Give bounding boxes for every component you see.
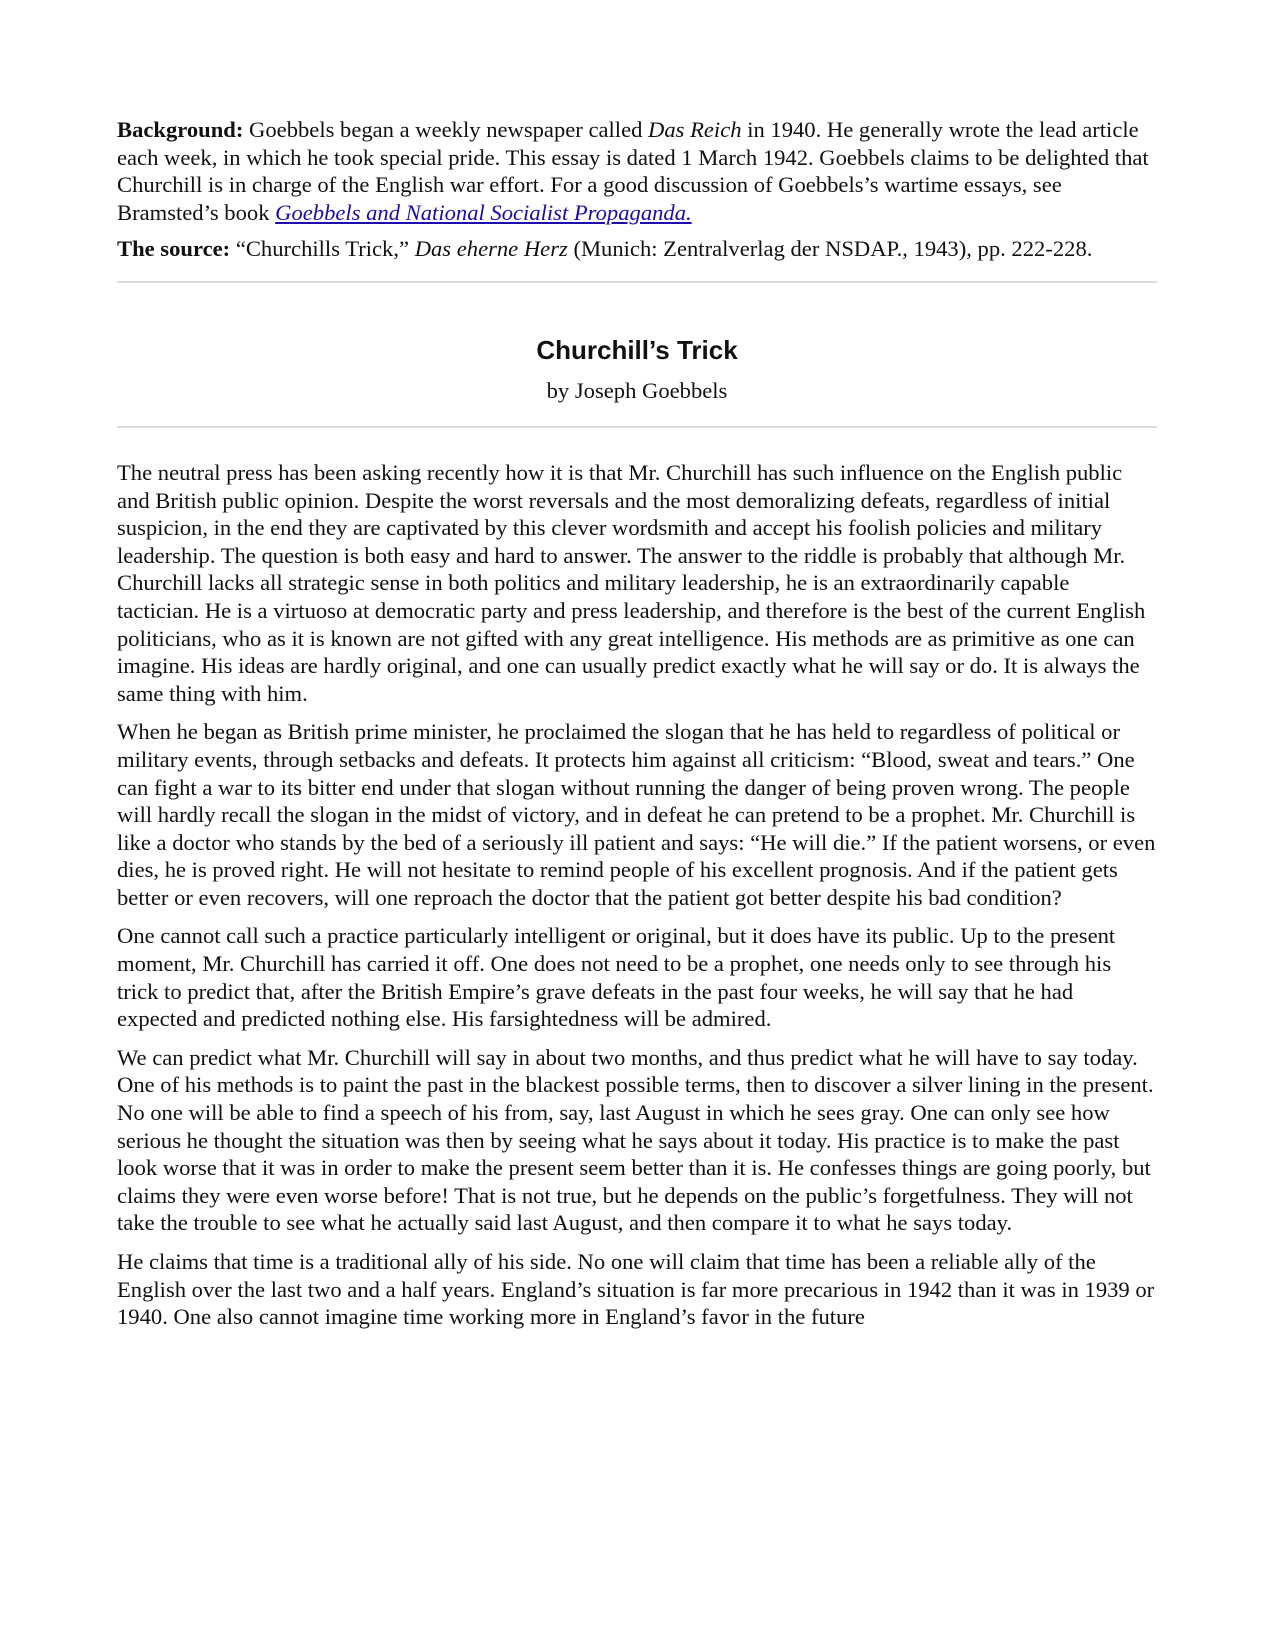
body-paragraph: We can predict what Mr. Churchill will say in about two months, and thus predict what he will have to say today. One of his methods is to paint the past in the blackest possible terms, then to discover a silver lining in the present. No one will be able to find a speech of his from, say, last August in which he sees gray. One can only see how serious he thought the situation was then by seeing what he says about it today. His practice is to make the past look worse that it was in order to make the present seem better than it is. He confesses things are going poorly, but claims they were even worse before! That is not true, but he depends on the public’s forgetfulness. They will not take the trouble to see what he actually said last August, and then compare it to what he says today. [117, 1044, 1154, 1236]
background-label: Background: [117, 117, 244, 142]
background-text: Goebbels began a weekly newspaper called [243, 117, 649, 142]
article-byline: by Joseph Goebbels [546, 377, 728, 403]
divider [117, 426, 1157, 428]
source-text: “Churchills Trick,” [230, 236, 415, 262]
background-note [117, 116, 1157, 226]
article-title: Churchill’s Trick [536, 334, 738, 365]
book-link[interactable]: Goebbels and National Socialist Propaganda. [275, 199, 692, 225]
source-book-title: Das eherne Herz [414, 236, 568, 262]
document-page [117, 116, 1157, 1342]
divider [117, 281, 1157, 283]
article-body [117, 459, 1157, 1331]
source-label: The source: [117, 236, 231, 262]
body-paragraph: The neutral press has been asking recently how it is that Mr. Churchill has such influence on the English public and British public opinion. Despite the worst reversals and the most demoralizing defeats, regardless of initial suspicion, in the end they are captivated by this clever wordsmith and accept his foolish policies and military leadership. The question is both easy and hard to answer. The answer to the riddle is probably that although Mr. Churchill lacks all strategic sense in both politics and military leadership, he is an extraordinarily capable tactician. He is a virtuoso at democratic party and press leadership, and therefore is the best of the current English politicians, who as it is known are not gifted with any great intelligence. His methods are as primitive as one can imagine. His ideas are hardly original, and one can usually predict exactly what he will say or do. It is always the same thing with him. [117, 459, 1146, 706]
newspaper-title: Das Reich [648, 117, 742, 142]
background-text: in 1940. He generally wrote the lead article each week, in which he took special pride. This essay is dated 1 March 1942. Goebbels claims to be delighted that Churchill is in charge of the English war effort. For a good discussion of Goebbels’s wartime essays, see Bramsted’s book [117, 117, 1149, 225]
body-paragraph: When he began as British prime minister, he proclaimed the slogan that he has held to regardless of political or military events, through setbacks and defeats. It protects him against all criticism: “Blood, sweat and tears.” One can fight a war to its bitter end under that slogan without running the danger of being proven wrong. The people will hardly recall the slogan in the midst of victory, and in defeat he can pretend to be a prophet. Mr. Churchill is like a doctor who stands by the bed of a seriously ill patient and says: “He will die.” If the patient worsens, or even dies, he is proved right. He will not hesitate to remind people of his excellent prognosis. And if the patient gets better or even recovers, will one reproach the doctor that the patient got better despite his bad condition? [117, 719, 1156, 910]
source-note [117, 235, 1157, 263]
body-paragraph: He claims that time is a traditional ally of his side. No one will claim that time has been a reliable ally of the English over the last two and a half years. England’s situation is far more precarious in 1942 than it was in 1939 or 1940. One also cannot imagine time working more in England’s favor in the future [117, 1249, 1155, 1330]
source-text: (Munich: Zentralverlag der NSDAP., 1943), pp. 222-228. [567, 236, 1093, 262]
body-paragraph: One cannot call such a practice particularly intelligent or original, but it does have its public. Up to the present moment, Mr. Churchill has carried it off. One does not need to be a prophet, one needs only to see through his trick to predict that, after the British Empire’s grave defeats in the past four weeks, he will say that he had expected and predicted nothing else. His farsightedness will be admired. [117, 923, 1116, 1032]
